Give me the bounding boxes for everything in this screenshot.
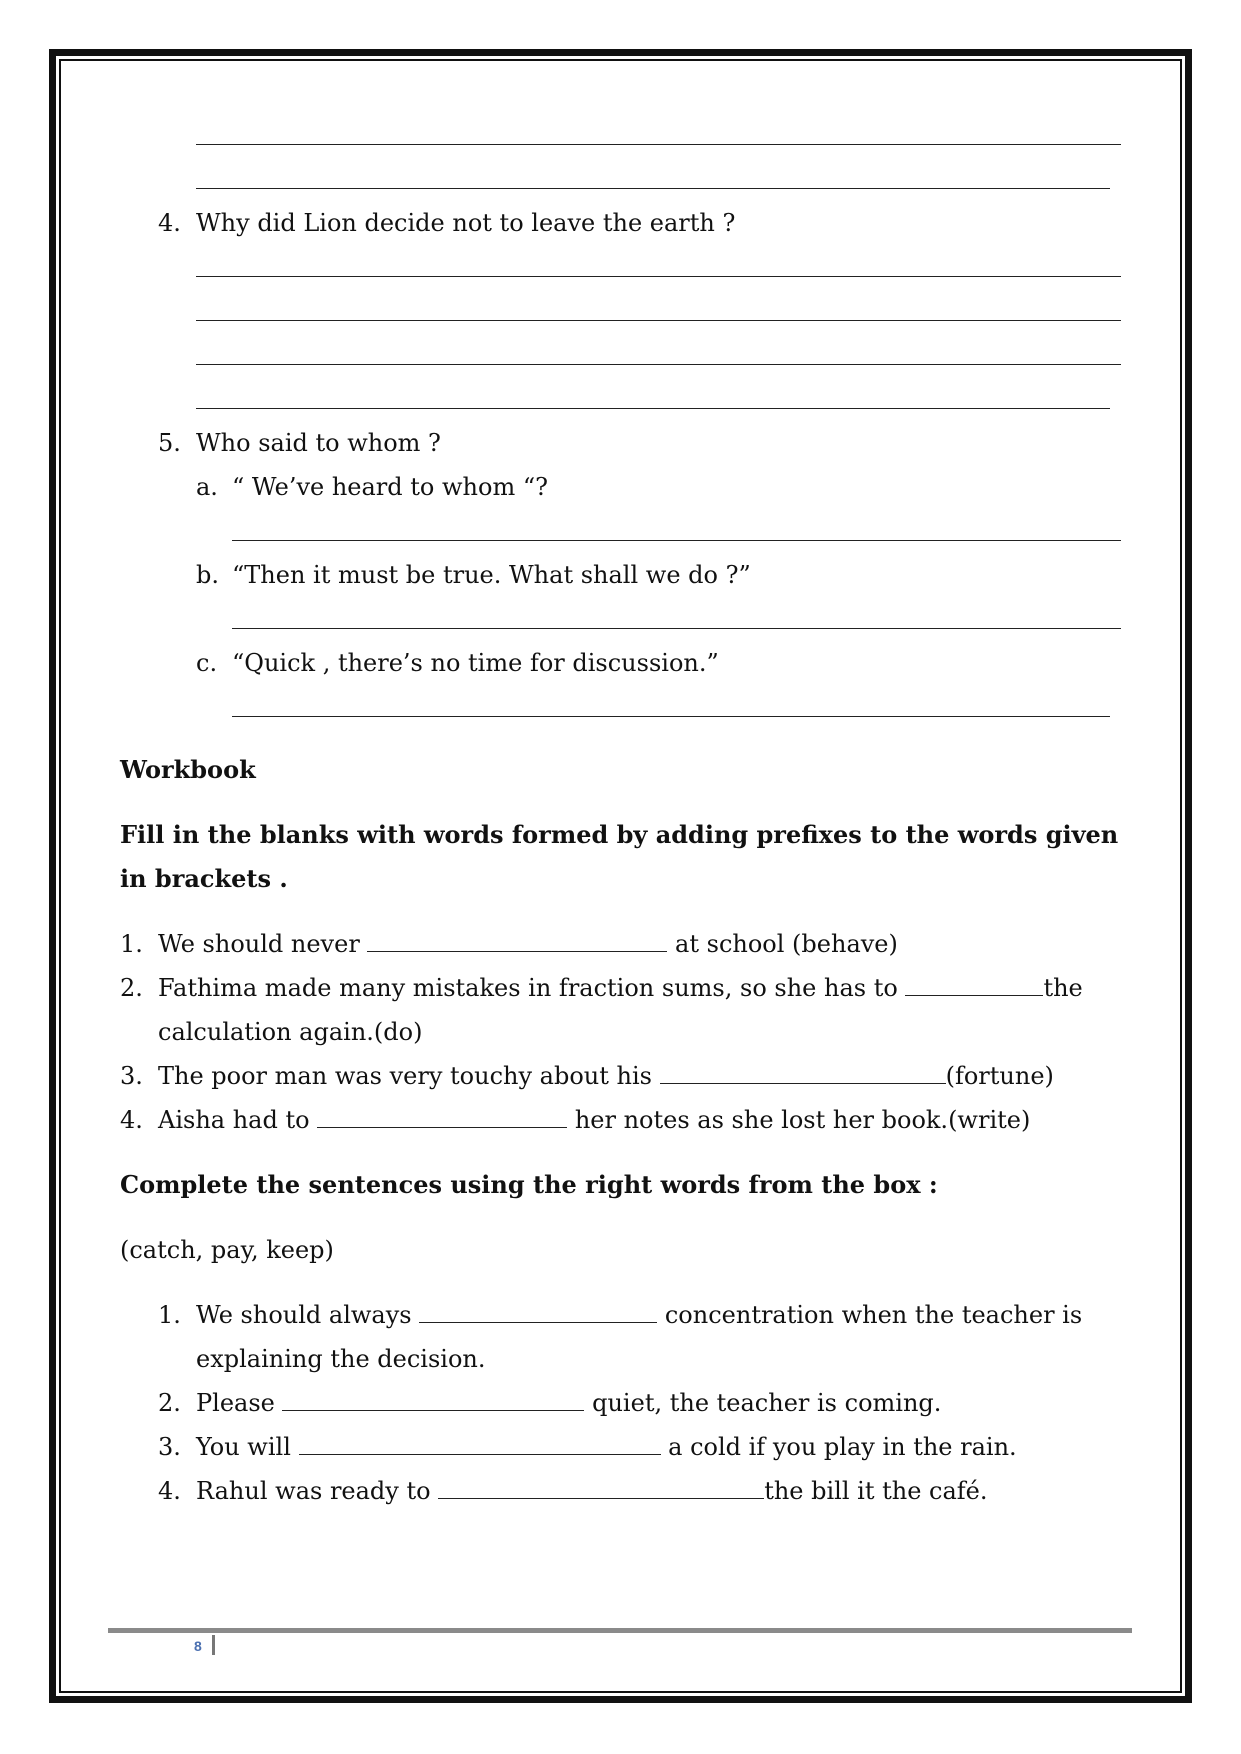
answer-line[interactable] xyxy=(196,320,1121,321)
answer-line[interactable] xyxy=(196,276,1121,277)
subquestion-text: “Then it must be true. What shall we do ?” xyxy=(232,561,751,589)
fill-blank[interactable] xyxy=(317,1105,567,1128)
question-number: 5. xyxy=(158,429,181,457)
question-number: 4. xyxy=(158,209,181,237)
list-item: The poor man was very touchy about his (fortune) xyxy=(158,1062,1054,1090)
list-item-continuation: explaining the decision. xyxy=(196,1345,486,1373)
fill-blank[interactable] xyxy=(367,929,667,952)
answer-line[interactable] xyxy=(232,540,1121,541)
list-item-continuation: calculation again.(do) xyxy=(158,1018,423,1046)
page-number: 8 xyxy=(194,1638,202,1654)
answer-line[interactable] xyxy=(232,628,1121,629)
instruction-text: in brackets . xyxy=(120,864,288,893)
subquestion-text: “ We’ve heard to whom “? xyxy=(232,473,548,501)
section-heading: Workbook xyxy=(120,755,256,784)
footer-rule xyxy=(108,1628,1132,1633)
list-item: Fathima made many mistakes in fraction sums, so she has to the xyxy=(158,974,1083,1002)
page-number-divider xyxy=(212,1635,215,1655)
answer-line[interactable] xyxy=(196,364,1121,365)
list-item: Rahul was ready to the bill it the café. xyxy=(196,1477,988,1505)
fill-blank[interactable] xyxy=(282,1388,584,1411)
subquestion-text: “Quick , there’s no time for discussion.” xyxy=(232,649,719,677)
word-box: (catch, pay, keep) xyxy=(120,1236,334,1264)
item-number: 3. xyxy=(120,1062,143,1090)
list-item: We should always concentration when the teacher is xyxy=(196,1301,1083,1329)
instruction-text: Complete the sentences using the right words from the box : xyxy=(120,1170,938,1199)
list-item: We should never at school (behave) xyxy=(158,930,898,958)
item-number: 4. xyxy=(120,1106,143,1134)
fill-blank[interactable] xyxy=(299,1432,661,1455)
item-number: 2. xyxy=(120,974,143,1002)
item-number: 2. xyxy=(158,1389,181,1417)
question-text: Why did Lion decide not to leave the earth ? xyxy=(196,209,736,237)
item-number: 3. xyxy=(158,1433,181,1461)
item-number: 1. xyxy=(120,930,143,958)
list-item: You will a cold if you play in the rain. xyxy=(196,1433,1017,1461)
answer-line[interactable] xyxy=(232,716,1110,717)
list-item: Aisha had to her notes as she lost her book.(write) xyxy=(158,1106,1031,1134)
question-text: Who said to whom ? xyxy=(196,429,441,457)
fill-blank[interactable] xyxy=(660,1061,946,1084)
item-number: 1. xyxy=(158,1301,181,1329)
subquestion-letter: c. xyxy=(196,649,218,677)
fill-blank[interactable] xyxy=(438,1476,764,1499)
subquestion-letter: b. xyxy=(196,561,219,589)
subquestion-letter: a. xyxy=(196,473,218,501)
answer-line[interactable] xyxy=(196,408,1110,409)
list-item: Please quiet, the teacher is coming. xyxy=(196,1389,942,1417)
fill-blank[interactable] xyxy=(905,973,1043,996)
answer-line[interactable] xyxy=(196,144,1121,145)
answer-line[interactable] xyxy=(196,188,1110,189)
fill-blank[interactable] xyxy=(419,1300,657,1323)
instruction-text: Fill in the blanks with words formed by adding prefixes to the words given xyxy=(120,820,1119,849)
item-number: 4. xyxy=(158,1477,181,1505)
